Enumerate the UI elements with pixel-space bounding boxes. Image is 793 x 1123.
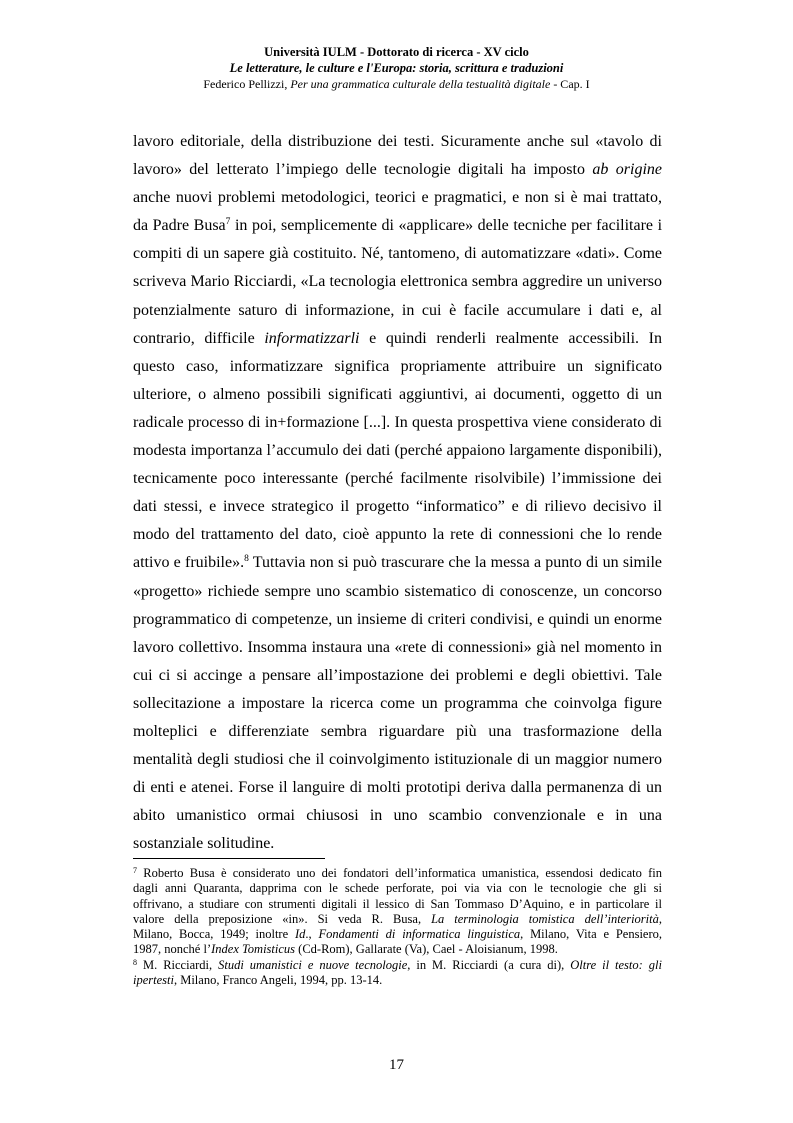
footnotes <box>133 866 662 988</box>
footnote-7-line: dagli anni Quaranta, dapprima con le schede perforate, poi via via con le tecnologie che gli si <box>133 881 662 896</box>
body-text-run: e quindi renderli realmente accessibili. In <box>359 329 662 347</box>
body-line: di enti e atenei. Forse il languire di molti prototipi deriva dalla permanenza di un <box>133 779 662 797</box>
footnote-italic-run: Studi umanistici e nuove tecnologie <box>218 957 408 972</box>
body-text-run: attivo e fruibile». <box>133 554 245 572</box>
body-line: molteplici e differenziate sembra riguardare più una trasformazione della <box>133 722 662 740</box>
footnote-text-run: Milano, Bocca, 1949; inoltre <box>133 927 295 942</box>
body-line: modesta importanza l’accumulo dei dati (perché appaiono largamente disponibili), <box>133 442 662 460</box>
footnote-italic-run: Id <box>294 927 306 942</box>
body-line: sostanziale solitudine. <box>133 835 275 853</box>
footnote-text-run: Roberto Busa è considerato uno dei fondatori dell’informatica umanistica, essendosi dedicato fin <box>137 866 662 880</box>
body-italic-run: informatizzarli <box>264 329 360 347</box>
body-paragraph <box>133 128 662 858</box>
body-line: scriveva Mario Ricciardi, «La tecnologia elettronica sembra aggredire un universo <box>133 273 662 291</box>
body-line: programmatico di competenze, un insieme di criteri condivisi, e quindi un enorme <box>133 610 662 628</box>
body-line <box>133 549 662 577</box>
body-italic-run: ab origine <box>592 161 662 179</box>
footnote-italic-run: La terminologia tomistica dell’interiorità <box>431 911 659 926</box>
footnote-text-run: valore della preposizione «in». Si veda R. Busa, <box>133 911 432 926</box>
body-line: lavoro collettivo. Insomma instaura una «rete di connessioni» già nel momento in <box>133 638 662 656</box>
body-line: dati stessi, e invece strategico il progetto “informatico” e di rilievo decisivo il <box>133 498 662 516</box>
body-line: radicale processo di in+formazione [...]. In questa prospettiva viene considerato di <box>133 413 662 431</box>
footnote-8-line <box>133 958 662 973</box>
header-work-title: Per una grammatica culturale della testualità digitale <box>290 77 551 91</box>
footnote-separator <box>133 858 325 859</box>
body-text-run: in poi, semplicemente di «applicare» delle tecniche per facilitare i <box>230 217 663 235</box>
body-line: cui ci si accinge a pensare all’impostazione dei problemi e degli obiettivi. Tale <box>133 666 662 684</box>
footnote-text-run: , Milano, Franco Angeli, 1994, pp. 13-14. <box>173 973 383 988</box>
body-line <box>133 325 662 353</box>
body-text-run: Tuttavia non si può trascurare che la messa a punto di un simile <box>248 554 662 572</box>
body-line: abito umanistico ormai chiusosi in uno scambio convenzionale e in una <box>133 807 662 825</box>
header-author-title <box>0 76 793 92</box>
body-line: potenzialmente saturo di informazione, in cui è facile accumulare i dati e, al <box>133 301 662 319</box>
body-text-run: da Padre Busa <box>133 217 226 235</box>
footnote-text-run: , in M. Ricciardi (a cura di), <box>407 957 571 972</box>
body-text-run: lavoro» del letterato l’impiego delle tecnologie digitali ha imposto <box>133 161 593 179</box>
footnote-text-run: M. Ricciardi, <box>137 957 219 972</box>
footnote-ref-8[interactable]: 8 <box>244 554 249 565</box>
body-line: anche nuovi problemi metodologici, teorici e pragmatici, e non si è mai trattato, <box>133 189 662 207</box>
footnote-7-line: offrivano, a studiare con strumenti digitali il lessico di San Tommaso D’Aquino, e in particolare il <box>133 896 662 911</box>
running-header <box>0 44 793 92</box>
header-chapter: - Cap. I <box>550 77 590 91</box>
body-line: compiti di un sapere già costituito. Né, tantomeno, di automatizzare «dati». Come <box>133 245 662 263</box>
footnote-text-run: (Cd-Rom), Gallarate (Va), Cael - Aloisianum, 1998. <box>295 942 558 957</box>
footnote-text-run: , Milano, Vita e Pensiero, <box>520 927 662 942</box>
footnote-7-number: 7 <box>133 866 137 875</box>
footnote-7-line <box>133 866 662 881</box>
footnote-7-line <box>133 942 662 957</box>
footnote-8-number: 8 <box>133 957 137 967</box>
page-number: 17 <box>389 1057 404 1073</box>
body-line: lavoro editoriale, della distribuzione dei testi. Sicuramente anche sul «tavolo di <box>133 133 662 150</box>
header-author: Federico Pellizzi, <box>203 77 291 91</box>
body-line: modo del trattamento del dato, cioè appunto la rete di connessioni che lo rende <box>133 526 662 544</box>
footnote-7-line <box>133 927 662 942</box>
footnote-italic-run: Fondamenti di informatica linguistica <box>318 927 521 942</box>
footnote-italic-run: ipertesti <box>133 973 174 988</box>
header-program: Le letterature, le culture e l'Europa: storia, scrittura e traduzioni <box>229 61 564 75</box>
footnote-8-line <box>133 973 662 988</box>
header-university: Università IULM - Dottorato di ricerca - XV ciclo <box>264 45 529 59</box>
body-line: ulteriore, o almeno possibili significati aggiuntivi, ai documenti, oggetto di un <box>133 385 662 403</box>
body-text-run: contrario, difficile <box>133 329 265 347</box>
footnote-text-run: , <box>658 911 662 926</box>
footnote-italic-run: Oltre il testo: gli <box>570 957 662 972</box>
body-line: «progetto» richiede sempre uno scambio sistematico di conoscenze, un concorso <box>133 582 662 600</box>
footnote-italic-run: Index Tomisticus <box>211 942 296 957</box>
body-line: tecnicamente poco interessante (perché facilmente risolvibile) l’immissione dei <box>133 470 662 488</box>
body-line: sollecitazione a impostare la ricerca come un programma che coinvolga figure <box>133 694 662 712</box>
body-line <box>133 212 662 240</box>
footnote-ref-7[interactable]: 7 <box>225 217 231 228</box>
footnote-text-run: 1987, nonché l’ <box>133 942 212 957</box>
footnote-text-run: ., <box>305 927 319 942</box>
body-line: questo caso, informatizzare significa propriamente attribuire un significato <box>133 357 662 375</box>
footnote-7-line <box>133 912 662 927</box>
body-line <box>133 156 662 184</box>
body-line: mentalità degli studiosi che il coinvolgimento istituzionale di un maggior numero <box>133 751 662 769</box>
